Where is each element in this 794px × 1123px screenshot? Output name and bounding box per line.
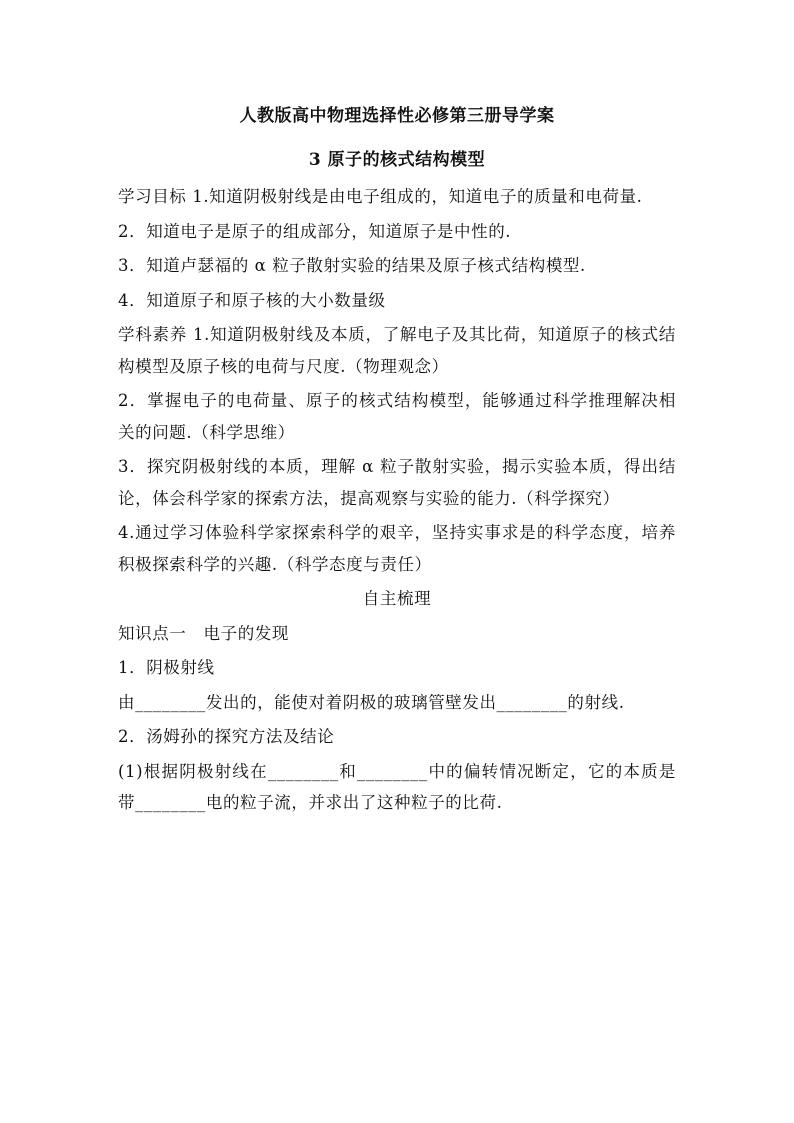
literacy-4: 4.通过学习体验科学家探索科学的艰辛，坚持实事求是的科学态度，培养积极探索科学的兴趣.（科学态度与责任）: [118, 523, 676, 574]
objective-4: 4．知道原子和原子核的大小数量级: [118, 290, 386, 310]
item-2-text: (1)根据阴极射线在________和________中的偏转情况断定，它的本质是带________电的粒子流，并求出了这种粒子的比荷.: [118, 761, 676, 812]
knowledge-point-1-title: 知识点一 电子的发现: [118, 623, 289, 643]
objective-1: 学习目标 1.知道阴极射线是由电子组成的，知道电子的质量和电荷量.: [118, 187, 643, 206]
item-1-title: 1．阴极射线: [118, 658, 215, 677]
item-1-text: 由________发出的，能使对着阴极的玻璃管壁发出________的射线.: [118, 692, 625, 712]
lesson-title: 3 原子的核式结构模型: [308, 150, 486, 170]
literacy-3: 3．探究阴极射线的本质，理解 α 粒子散射实验，揭示实验本质，得出结论，体会科学家的探索方法，提高观察与实验的能力.（科学探究）: [118, 457, 676, 508]
objective-3: 3．知道卢瑟福的 α 粒子散射实验的结果及原子核式结构模型.: [118, 256, 586, 275]
literacy-2: 2．掌握电子的电荷量、原子的核式结构模型，能够通过科学推理解决相关的问题.（科学思维）: [118, 391, 676, 442]
objective-2: 2．知道电子是原子的组成部分，知道原子是中性的.: [118, 221, 512, 241]
item-2-title: 2．汤姆孙的探究方法及结论: [118, 727, 335, 746]
section-heading: 自主梳理: [362, 589, 432, 608]
literacy-1: 学科素养 1.知道阴极射线及本质，了解电子及其比荷，知道原子的核式结构模型及原子核的电荷与尺度.（物理观念）: [118, 325, 676, 376]
document-title: 人教版高中物理选择性必修第三册导学案: [239, 106, 555, 126]
